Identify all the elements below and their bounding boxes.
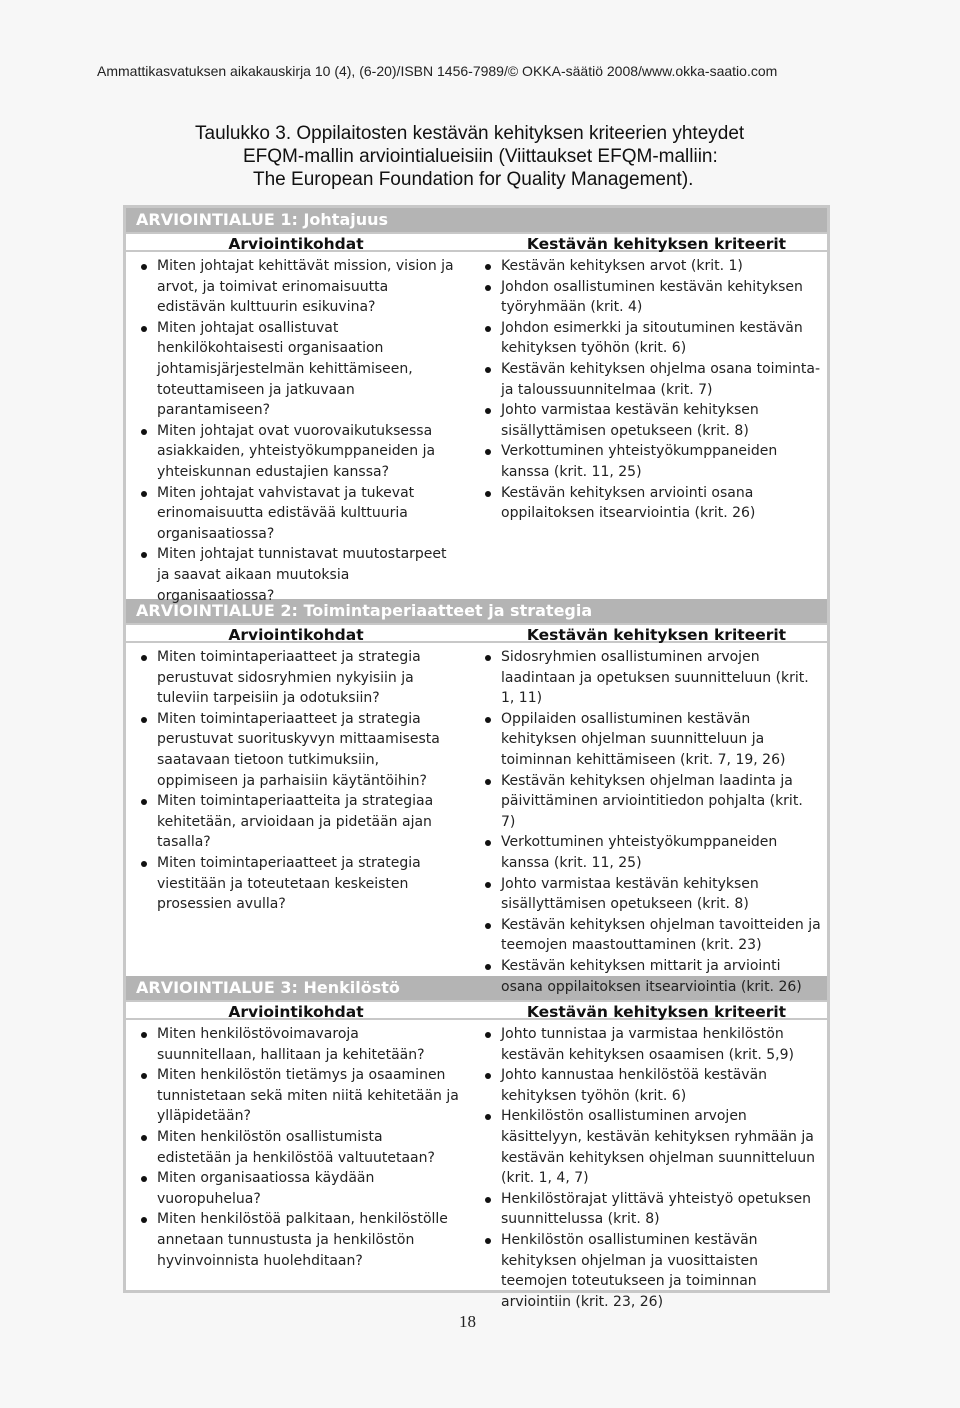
list-item: Miten johtajat kehittävät mission, vision ja arvot, ja toimivat erinomaisuutta edistävän kulttuurin esikuvina? xyxy=(136,256,460,318)
list-item: Kestävän kehityksen ohjelman tavoitteiden ja teemojen maastouttaminen (krit. 23) xyxy=(480,915,821,956)
criteria-table xyxy=(123,205,830,1310)
assessment-points xyxy=(126,1020,466,1340)
section-leadership xyxy=(126,208,827,604)
caption-line: Taulukko 3. Oppilaitosten kestävän kehityksen kriteerien yhteydet xyxy=(195,123,745,144)
right-column-heading: Kestävän kehityksen kriteerit xyxy=(526,626,787,644)
list-item: Oppilaiden osallistuminen kestävän kehityksen ohjelman suunnitteluun ja toiminnan kehittämiseen (krit. 7, 19, 26) xyxy=(480,709,821,771)
column-headings xyxy=(126,1000,827,1020)
list-item: Miten toimintaperiaatteita ja strategiaa kehitetään, arvioidaan ja pidetään ajan tasalla? xyxy=(136,791,460,853)
list-item: Sidosryhmien osallistuminen arvojen laadintaan ja opetuksen suunnitteluun (krit. 1, 11) xyxy=(480,647,821,709)
list-item: Kestävän kehityksen arvot (krit. 1) xyxy=(480,256,821,277)
list-item: Miten toimintaperiaatteet ja strategia perustuvat suorituskyvyn mittaamisesta saatavaan tietoon tutkimuksiin, oppimiseen ja parhaisiin käytäntöihin? xyxy=(136,709,460,791)
list-item: Miten johtajat tunnistavat muutostarpeet ja saavat aikaan muutoksia organisaatiossa? xyxy=(136,544,460,606)
list-item: Miten johtajat ovat vuorovaikutuksessa asiakkaiden, yhteistyökumppaneiden ja yhteiskunnan edustajien kanssa? xyxy=(136,421,460,483)
list-item: Miten johtajat vahvistavat ja tukevat erinomaisuutta edistävää kulttuuria organisaatiossa? xyxy=(136,483,460,545)
list-item: Henkilöstörajat ylittävä yhteistyö opetuksen suunnittelussa (krit. 8) xyxy=(480,1189,821,1230)
list-item: Verkottuminen yhteistyökumppaneiden kanssa (krit. 11, 25) xyxy=(480,441,821,482)
page-number: 18 xyxy=(459,1312,476,1331)
section-title: ARVIOINTIALUE 2: Toimintaperiaatteet ja strategia xyxy=(126,599,827,623)
left-column-heading: Arviointikohdat xyxy=(228,626,364,644)
left-column-heading: Arviointikohdat xyxy=(228,1003,364,1021)
list-item: Johto kannustaa henkilöstöä kestävän kehityksen työhön (krit. 6) xyxy=(480,1065,821,1106)
list-item: Johto varmistaa kestävän kehityksen sisällyttämisen opetukseen (krit. 8) xyxy=(480,874,821,915)
list-item: Miten organisaatiossa käydään vuoropuhelua? xyxy=(136,1168,460,1209)
list-item: Miten johtajat osallistuvat henkilökohtaisesti organisaation johtamisjärjestelmän kehittämiseen, toteuttamiseen ja jatkuvaan parantamiseen? xyxy=(136,318,460,421)
table-caption xyxy=(195,122,835,191)
column-headings xyxy=(126,623,827,643)
list-item: Johto varmistaa kestävän kehityksen sisällyttämisen opetukseen (krit. 8) xyxy=(480,400,821,441)
assessment-points xyxy=(126,252,466,604)
list-item: Johdon osallistuminen kestävän kehityksen työryhmään (krit. 4) xyxy=(480,277,821,318)
list-item: Henkilöstön osallistuminen kestävän kehityksen ohjelman ja vuosittaisten teemojen toteutukseen ja toiminnan arviointiin (krit. 23, 26) xyxy=(480,1230,821,1312)
section-columns xyxy=(126,252,827,604)
list-item: Henkilöstön osallistuminen arvojen käsittelyyn, kestävän kehityksen ryhmään ja kestävän kehityksen ohjelman suunnitteluun (krit. 1, 4, 7) xyxy=(480,1106,821,1188)
list-item: Verkottuminen yhteistyökumppaneiden kanssa (krit. 11, 25) xyxy=(480,832,821,873)
list-item: Miten henkilöstöä palkitaan, henkilöstölle annetaan tunnustusta ja henkilöstön hyvinvoinnista huolehditaan? xyxy=(136,1209,460,1271)
list-item: Miten henkilöstön osallistumista edistetään ja henkilöstöä valtuutetaan? xyxy=(136,1127,460,1168)
section-personnel xyxy=(126,976,827,1340)
section-title: ARVIOINTIALUE 1: Johtajuus xyxy=(126,208,827,232)
list-item: Kestävän kehityksen mittarit ja arviointi osana oppilaitoksen itsearviointia (krit. 26) xyxy=(480,956,821,997)
sustainability-criteria xyxy=(466,1020,827,1340)
list-item: Kestävän kehityksen ohjelman laadinta ja päivittäminen arviointitiedon pohjalta (krit. 7) xyxy=(480,771,821,833)
list-item: Miten henkilöstövoimavaroja suunnitellaan, hallitaan ja kehitetään? xyxy=(136,1024,460,1065)
list-item: Johdon esimerkki ja sitoutuminen kestävän kehityksen työhön (krit. 6) xyxy=(480,318,821,359)
right-column-heading: Kestävän kehityksen kriteerit xyxy=(526,1003,787,1021)
list-item: Johto tunnistaa ja varmistaa henkilöstön kestävän kehityksen osaamisen (krit. 5,9) xyxy=(480,1024,821,1065)
journal-citation: Ammattikasvatuksen aikakauskirja 10 (4), (6-20)/ISBN 1456-7989/© OKKA-säätiö 2008/www.okka-saatio.com xyxy=(97,63,778,79)
list-item: Miten toimintaperiaatteet ja strategia viestitään ja toteutetaan keskeisten prosessien avulla? xyxy=(136,853,460,915)
section-columns xyxy=(126,1020,827,1340)
list-item: Miten toimintaperiaatteet ja strategia perustuvat sidosryhmien nykyisiin ja tuleviin tarpeisiin ja odotuksiin? xyxy=(136,647,460,709)
sustainability-criteria xyxy=(466,643,827,995)
caption-line: The European Foundation for Quality Management). xyxy=(253,169,694,190)
sustainability-criteria xyxy=(466,252,827,599)
column-headings xyxy=(126,232,827,252)
left-column-heading: Arviointikohdat xyxy=(228,235,364,253)
list-item: Kestävän kehityksen ohjelma osana toiminta- ja taloussuunnitelmaa (krit. 7) xyxy=(480,359,821,400)
assessment-points xyxy=(126,643,466,976)
caption-line: EFQM-mallin arviointialueisiin (Viittaukset EFQM-malliin: xyxy=(243,146,718,167)
right-column-heading: Kestävän kehityksen kriteerit xyxy=(526,235,787,253)
list-item: Kestävän kehityksen arviointi osana oppilaitoksen itsearviointia (krit. 26) xyxy=(480,483,821,524)
list-item: Miten henkilöstön tietämys ja osaaminen tunnistetaan sekä miten niitä kehitetään ja ylläpidetään? xyxy=(136,1065,460,1127)
section-title: ARVIOINTIALUE 3: Henkilöstö xyxy=(126,976,827,1000)
